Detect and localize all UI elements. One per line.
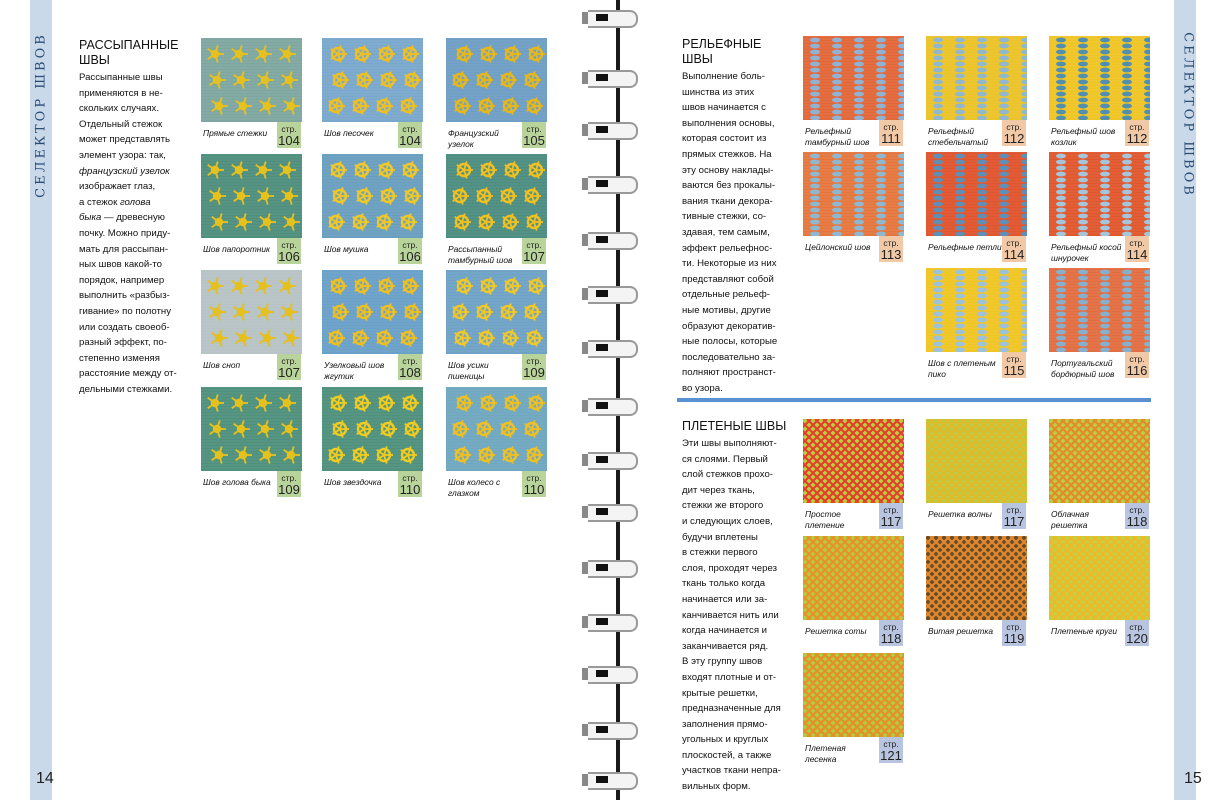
text-line: ваются без прокалы-	[682, 180, 776, 192]
stitch-photo	[803, 36, 904, 120]
stitch-photo	[926, 36, 1027, 120]
page-reference	[1002, 120, 1026, 146]
text-line: скольких случаях.	[79, 103, 160, 115]
text-line: расстояние между от-	[79, 368, 177, 380]
text-line: тивные стежки, со-	[682, 211, 767, 223]
page-reference	[522, 471, 546, 497]
stitch-name: Шов песочек	[324, 128, 374, 138]
text-line: будучи вплетены	[682, 531, 758, 543]
page-ref-prefix: стр.	[883, 505, 899, 515]
text-line: быка — древесную	[79, 212, 165, 224]
side-title-right: СЕЛЕКТОР ШВОВ	[1180, 32, 1196, 198]
text-line: Рассыпанные швы	[79, 72, 163, 83]
stitch-tile[interactable]	[1049, 36, 1150, 152]
stitch-name: Цейлонский шов	[805, 242, 871, 252]
page-ref-number: 114	[1126, 247, 1148, 262]
stitch-name: Шов колесо с глазком	[448, 477, 501, 498]
stitch-tile[interactable]	[926, 152, 1027, 268]
stitch-photo	[1049, 268, 1150, 352]
stitch-name: Французский узелок	[448, 128, 499, 149]
text-line: вильных форм.	[682, 781, 751, 793]
text-line: заполнения прямо-	[682, 718, 768, 730]
text-line: и следующих слоев,	[682, 515, 773, 527]
text-line: слой стежков прохо-	[682, 469, 773, 481]
text-line: угольных и круглых	[682, 734, 769, 746]
stitch-swatch-image	[926, 419, 1027, 503]
page-ref-prefix: стр.	[1006, 238, 1022, 248]
section-text-scattered	[79, 70, 191, 397]
stitch-photo	[446, 154, 547, 238]
stitch-tile[interactable]	[803, 419, 904, 535]
page-ref-number: 105	[523, 133, 545, 148]
stitch-tile[interactable]	[201, 154, 302, 270]
section-text-relief	[682, 69, 792, 396]
stitch-tile[interactable]	[926, 36, 1027, 152]
page-ref-prefix: стр.	[402, 356, 418, 366]
page-ref-number: 118	[880, 631, 902, 646]
stitch-swatch-image	[926, 152, 1027, 236]
page-ref-prefix: стр.	[1129, 505, 1145, 515]
text-line: разный эффект, по-	[79, 337, 167, 349]
page-reference	[1125, 503, 1149, 529]
stitch-name: Шов с плетеным пико	[928, 358, 996, 379]
text-line: канчивается нить или	[682, 609, 779, 621]
stitch-tile[interactable]	[322, 154, 423, 270]
text-line: Отдельный стежок	[79, 118, 163, 130]
stitch-name: Шов мушка	[324, 244, 369, 254]
stitch-tile[interactable]	[1049, 419, 1150, 535]
page-ref-prefix: стр.	[281, 124, 297, 134]
page-ref-prefix: стр.	[1006, 122, 1022, 132]
page-ref-prefix: стр.	[402, 473, 418, 483]
page-reference	[1125, 620, 1149, 646]
text-line: ткань только когда	[682, 578, 766, 590]
text-line: Выполнение боль-	[682, 71, 765, 82]
stitch-photo	[1049, 36, 1150, 120]
page-ref-number: 113	[880, 247, 902, 262]
page-number-left: 14	[36, 770, 54, 787]
page-ref-prefix: стр.	[402, 124, 418, 134]
spiral-ring	[582, 722, 642, 738]
page-ref-prefix: стр.	[526, 240, 542, 250]
page-reference	[1125, 352, 1149, 378]
text-line: или создать своеоб-	[79, 321, 170, 333]
text-line: порядок, например	[79, 274, 165, 286]
page-ref-prefix: стр.	[1129, 238, 1145, 248]
text-line: входят плотные и от-	[682, 671, 777, 683]
stitch-name: Шов голова быка	[203, 477, 271, 487]
text-line: эффект рельефнос-	[682, 242, 773, 254]
stitch-photo	[446, 270, 547, 354]
stitch-tile[interactable]	[1049, 152, 1150, 268]
text-line: когда начинается и	[682, 625, 768, 637]
stitch-swatch-image	[322, 154, 423, 238]
text-line: а стежок голова	[79, 196, 151, 208]
page-ref-number: 109	[278, 482, 300, 497]
text-line: мать для рассыпан-	[79, 243, 169, 255]
page-ref-number: 121	[880, 748, 902, 763]
text-line: может представлять	[79, 134, 171, 146]
page-ref-number: 104	[399, 133, 421, 148]
stitch-photo	[1049, 536, 1150, 620]
page-reference	[522, 238, 546, 264]
stitch-photo	[446, 387, 547, 471]
spiral-ring	[582, 560, 642, 576]
stitch-photo	[322, 270, 423, 354]
page-ref-number: 108	[399, 365, 421, 380]
stitch-swatch-image	[322, 270, 423, 354]
page-ref-number: 117	[1003, 514, 1025, 529]
text-line: во узора.	[682, 382, 723, 394]
stitch-tile[interactable]	[926, 536, 1027, 652]
stitch-tile[interactable]	[201, 38, 302, 154]
stitch-swatch-image	[446, 270, 547, 354]
stitch-name: Шов сноп	[203, 360, 241, 370]
page-ref-prefix: стр.	[526, 356, 542, 366]
stitch-tile[interactable]	[446, 38, 547, 154]
text-line: эту основу наклады-	[682, 164, 774, 176]
side-title-left: СЕЛЕКТОР ШВОВ	[33, 32, 49, 198]
page-ref-number: 107	[278, 365, 300, 380]
stitch-name: Облачная решетка	[1051, 509, 1089, 530]
stitch-tile[interactable]	[803, 653, 904, 769]
page-reference	[879, 620, 903, 646]
text-line: плоскостей, а также	[682, 749, 772, 761]
page-ref-prefix: стр.	[883, 739, 899, 749]
spiral-ring	[582, 10, 642, 26]
text-line: представляют собой	[682, 273, 774, 285]
page-reference	[398, 122, 422, 148]
text-line: гивание» по полотну	[79, 305, 172, 317]
text-line: дит через ткань,	[682, 484, 755, 496]
page-reference	[879, 236, 903, 262]
stitch-photo	[322, 154, 423, 238]
page-ref-prefix: стр.	[883, 622, 899, 632]
text-line: элемент узора: так,	[79, 149, 166, 161]
section-text-woven	[682, 436, 792, 795]
spiral-ring	[582, 122, 642, 138]
page-ref-prefix: стр.	[1129, 622, 1145, 632]
page-ref-number: 110	[523, 482, 545, 497]
page-reference	[277, 471, 301, 497]
spiral-ring	[582, 666, 642, 682]
stitch-photo	[803, 419, 904, 503]
text-line: заканчивается ряд.	[682, 640, 769, 652]
section-heading-scattered: РАССЫПАННЫЕ ШВЫ	[79, 38, 179, 67]
text-line: в стежки первого	[682, 547, 758, 559]
stitch-swatch-image	[201, 270, 302, 354]
stitch-tile[interactable]	[322, 270, 423, 386]
stitch-photo	[1049, 419, 1150, 503]
stitch-name: Прямые стежки	[203, 128, 268, 138]
page-ref-number: 110	[399, 482, 421, 497]
stitch-name: Рассыпанный тамбурный шов	[448, 244, 513, 265]
page-ref-number: 112	[1126, 131, 1148, 146]
text-line: которая состоит из	[682, 133, 767, 145]
page-reference	[879, 120, 903, 146]
stitch-swatch-image	[1049, 36, 1150, 120]
stitch-swatch-image	[322, 387, 423, 471]
stitch-tile[interactable]	[446, 270, 547, 386]
text-line: вания ткани декора-	[682, 195, 773, 207]
stitch-tile[interactable]	[446, 387, 547, 503]
spiral-ring	[582, 614, 642, 630]
stitch-photo	[803, 536, 904, 620]
spiral-ring	[582, 286, 642, 302]
page-reference	[522, 354, 546, 380]
page-reference	[277, 354, 301, 380]
stitch-tile[interactable]	[322, 387, 423, 503]
page-ref-number: 109	[523, 365, 545, 380]
page-ref-number: 118	[1126, 514, 1148, 529]
spiral-ring	[582, 70, 642, 86]
stitch-photo	[201, 387, 302, 471]
page-ref-prefix: стр.	[281, 356, 297, 366]
text-line: прямых стежков. На	[682, 148, 772, 160]
stitch-swatch-image	[803, 36, 904, 120]
page-reference	[1125, 120, 1149, 146]
page-ref-prefix: стр.	[1129, 354, 1145, 364]
stitch-swatch-image	[201, 387, 302, 471]
text-line: стежки же второго	[682, 500, 764, 512]
stitch-swatch-image	[446, 38, 547, 122]
page-ref-number: 106	[278, 249, 300, 264]
stitch-photo	[803, 653, 904, 737]
page-ref-number: 111	[881, 131, 901, 146]
spiral-ring	[582, 772, 642, 788]
stitch-swatch-image	[926, 268, 1027, 352]
stitch-tile[interactable]	[201, 387, 302, 503]
text-line: слоя, проходят через	[682, 562, 777, 574]
text-line: В эту группу швов	[682, 656, 763, 668]
stitch-tile[interactable]	[1049, 268, 1150, 384]
stitch-swatch-image	[926, 536, 1027, 620]
text-line: ные полосы, которые	[682, 336, 778, 348]
stitch-name: Рельефный шов козлик	[1051, 126, 1116, 147]
page-reference	[879, 503, 903, 529]
page-number-right: 15	[1184, 770, 1202, 787]
page-ref-number: 112	[1003, 131, 1025, 146]
stitch-tile[interactable]	[803, 152, 904, 268]
page-reference	[1002, 352, 1026, 378]
stitch-photo	[201, 270, 302, 354]
stitch-name: Решетка соты	[805, 626, 867, 636]
text-line: участков ткани непра-	[682, 765, 781, 777]
text-line: здавая, тем самым,	[682, 226, 770, 238]
text-line: Эти швы выполняют-	[682, 438, 777, 449]
text-line: образуют декоратив-	[682, 320, 776, 332]
page-ref-number: 115	[1003, 363, 1025, 378]
stitch-swatch-image	[803, 419, 904, 503]
stitch-swatch-image	[1049, 536, 1150, 620]
page-ref-prefix: стр.	[1006, 354, 1022, 364]
stitch-swatch-image	[201, 154, 302, 238]
page-ref-prefix: стр.	[1129, 122, 1145, 132]
page-reference	[1002, 503, 1026, 529]
stitch-name: Шов усики пшеницы	[448, 360, 489, 381]
page-reference	[398, 238, 422, 264]
stitch-swatch-image	[803, 653, 904, 737]
stitch-tile[interactable]	[322, 38, 423, 154]
text-line: ные мотивы, другие	[682, 304, 771, 316]
text-line: выполнения основы,	[682, 117, 775, 129]
stitch-photo	[201, 38, 302, 122]
page-reference	[398, 471, 422, 497]
page-reference	[879, 737, 903, 763]
stitch-photo	[1049, 152, 1150, 236]
stitch-name: Шов звездочка	[324, 477, 382, 487]
stitch-tile[interactable]	[926, 268, 1027, 384]
text-line: выполнить «разбыз-	[79, 290, 170, 302]
page-ref-prefix: стр.	[281, 240, 297, 250]
stitch-swatch-image	[1049, 152, 1150, 236]
stitch-photo	[803, 152, 904, 236]
page-ref-number: 116	[1126, 363, 1148, 378]
page-ref-prefix: стр.	[281, 473, 297, 483]
text-line: ся слоями. Первый	[682, 453, 768, 465]
page-reference	[1002, 620, 1026, 646]
text-line: ти. Некоторые из них	[682, 258, 777, 270]
stitch-photo	[926, 268, 1027, 352]
stitch-tile[interactable]	[926, 419, 1027, 535]
text-line: степенно изменяя	[79, 352, 160, 364]
stitch-name: Рельефные петли	[928, 242, 1002, 252]
page-reference	[522, 122, 546, 148]
stitch-swatch-image	[446, 154, 547, 238]
stitch-swatch-image	[322, 38, 423, 122]
stitch-tile[interactable]	[201, 270, 302, 386]
text-line: полняют пространст-	[682, 367, 776, 379]
text-line: французский узелок	[79, 165, 170, 177]
stitch-photo	[322, 38, 423, 122]
spiral-ring	[582, 340, 642, 356]
page-reference	[1125, 236, 1149, 262]
page-ref-number: 119	[1003, 631, 1025, 646]
text-line: швов начинается с	[682, 102, 766, 114]
stitch-name: Плетеная лесенка	[805, 743, 846, 764]
spiral-ring	[582, 504, 642, 520]
text-line: почку. Можно приду-	[79, 227, 171, 239]
text-line: ных швов какой-то	[79, 259, 162, 271]
page-ref-number: 120	[1126, 631, 1148, 646]
spiral-ring	[582, 176, 642, 192]
page-ref-number: 107	[523, 249, 545, 264]
stitch-name: Рельефный тамбурный шов	[805, 126, 870, 147]
text-line: дельными стежками.	[79, 383, 173, 395]
stitch-name: Рельефный косой шнурочек	[1051, 242, 1122, 263]
page-ref-prefix: стр.	[1006, 622, 1022, 632]
spiral-ring	[582, 398, 642, 414]
section-heading-woven: ПЛЕТЕНЫЕ ШВЫ	[682, 419, 787, 433]
page-ref-prefix: стр.	[526, 124, 542, 134]
text-line: применяются в не-	[79, 87, 163, 99]
page-reference	[1002, 236, 1026, 262]
text-line: предназначенные для	[682, 703, 781, 715]
stitch-swatch-image	[803, 536, 904, 620]
stitch-swatch-image	[446, 387, 547, 471]
stitch-swatch-image	[1049, 268, 1150, 352]
stitch-name: Витая решетка	[928, 626, 994, 636]
stitch-photo	[322, 387, 423, 471]
text-line: крытые решетки,	[682, 687, 758, 699]
text-line: начинается или за-	[682, 593, 768, 605]
text-line: изображает глаз,	[79, 181, 156, 193]
stitch-swatch-image	[926, 36, 1027, 120]
text-line: последовательно за-	[682, 351, 776, 363]
stitch-swatch-image	[803, 152, 904, 236]
stitch-photo	[926, 152, 1027, 236]
page-ref-prefix: стр.	[883, 122, 899, 132]
stitch-tile[interactable]	[1049, 536, 1150, 652]
stitch-name: Португальский бордюрный шов	[1051, 358, 1115, 379]
text-line: шинства из этих	[682, 86, 755, 98]
section-divider	[677, 398, 1151, 402]
stitch-name: Решетка волны	[928, 509, 992, 519]
stitch-swatch-image	[1049, 419, 1150, 503]
stitch-name: Рельефный стебельчатый	[928, 126, 989, 147]
stitch-photo	[926, 419, 1027, 503]
page-ref-prefix: стр.	[402, 240, 418, 250]
stitch-name: Простое плетение	[805, 509, 845, 530]
stitch-photo	[446, 38, 547, 122]
page-ref-number: 104	[278, 133, 300, 148]
stitch-tile[interactable]	[803, 36, 904, 152]
page-ref-prefix: стр.	[526, 473, 542, 483]
stitch-photo	[201, 154, 302, 238]
page-ref-prefix: стр.	[1006, 505, 1022, 515]
stitch-name: Узелковый шов жгутик	[324, 360, 385, 381]
stitch-name: Плетеные круги	[1051, 626, 1118, 636]
page-ref-number: 117	[880, 514, 902, 529]
stitch-name: Шов папоротник	[203, 244, 271, 254]
section-heading-relief: РЕЛЬЕФНЫЕ ШВЫ	[682, 37, 762, 66]
stitch-tile[interactable]	[803, 536, 904, 652]
spiral-ring	[582, 232, 642, 248]
stitch-tile[interactable]	[446, 154, 547, 270]
page-reference	[277, 238, 301, 264]
page-reference	[277, 122, 301, 148]
page-ref-prefix: стр.	[883, 238, 899, 248]
stitch-swatch-image	[201, 38, 302, 122]
page-ref-number: 114	[1003, 247, 1025, 262]
text-line: отдельные рельеф-	[682, 289, 770, 301]
page-reference	[398, 354, 422, 380]
spiral-ring	[582, 452, 642, 468]
page-ref-number: 106	[399, 249, 421, 264]
stitch-photo	[926, 536, 1027, 620]
